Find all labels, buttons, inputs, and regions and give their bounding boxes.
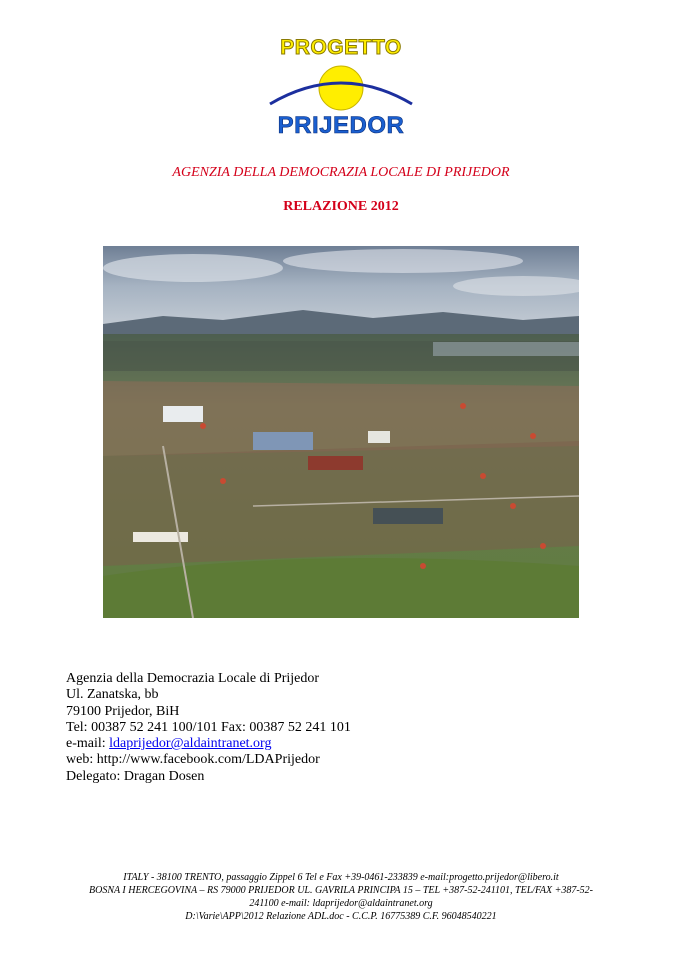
aerial-city-photo bbox=[103, 246, 579, 618]
email-line bbox=[66, 736, 586, 752]
report-title: RELAZIONE 2012 bbox=[283, 199, 399, 214]
contact-block bbox=[66, 671, 586, 785]
delegate-line: Delegato: Dragan Dosen bbox=[66, 768, 205, 784]
organization-name: Agenzia della Democrazia Locale di Prijedor bbox=[66, 671, 320, 686]
street-address: Ul. Zanatska, bb bbox=[66, 687, 159, 703]
footer-line-bosnia: BOSNA I HERCEGOVINA – RS 79000 PRIJEDOR UL. GAVRILA PRINCIPA 15 – TEL +387-52-241101, TEL/FAX +387-52- bbox=[89, 885, 593, 896]
footer-line-file: D:\Varie\APP\2012 Relazione ADL.doc - C.C.P. 16775389 C.F. 96048540221 bbox=[185, 911, 497, 922]
city-address: 79100 Prijedor, BiH bbox=[66, 703, 180, 719]
email-link[interactable]: ldaprijedor@aldaintranet.org bbox=[109, 736, 272, 752]
page-footer bbox=[40, 871, 642, 923]
logo-bottom-text: PRIJEDOR bbox=[277, 112, 405, 139]
sun-arc-icon bbox=[266, 64, 416, 114]
footer-line-email: 241100 e-mail: ldaprijedor@aldaintranet.org bbox=[249, 898, 433, 909]
footer-line-italy: ITALY - 38100 TRENTO, passaggio Zippel 6 Tel e Fax +39-0461-233839 e-mail:progetto.prijedor@libero.it bbox=[123, 872, 559, 883]
agency-heading: AGENZIA DELLA DEMOCRAZIA LOCALE DI PRIJEDOR bbox=[172, 165, 510, 180]
email-label: e-mail: bbox=[66, 736, 110, 752]
phone-fax: Tel: 00387 52 241 100/101 Fax: 00387 52 241 101 bbox=[66, 719, 351, 735]
web-line: web: http://www.facebook.com/LDAPrijedor bbox=[66, 752, 320, 768]
logo-top-text: PROGETTO bbox=[280, 36, 402, 59]
progetto-prijedor-logo bbox=[266, 36, 416, 140]
